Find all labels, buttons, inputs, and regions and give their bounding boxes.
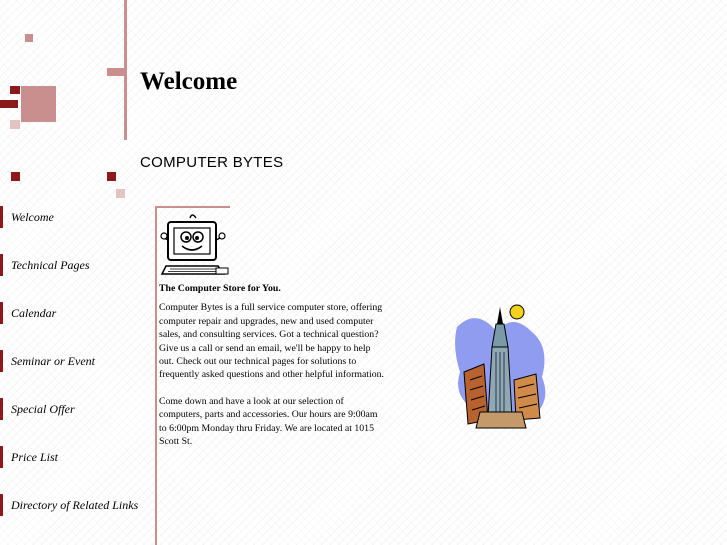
decor-square [25, 34, 33, 42]
decor-square [107, 68, 125, 76]
decor-square [107, 172, 116, 181]
nav-link-directory-of-related-links[interactable]: Directory of Related Links [0, 494, 150, 516]
sidebar-nav [0, 206, 150, 542]
content-divider [155, 206, 157, 545]
nav-link-price-list[interactable]: Price List [0, 446, 150, 468]
decor-square [10, 120, 20, 129]
decor-square [21, 86, 56, 122]
city-skyline-clipart-icon [452, 302, 552, 432]
tagline: The Computer Store for You. [159, 283, 281, 294]
page-title: Welcome [140, 68, 238, 95]
computer-clipart-icon [160, 210, 230, 280]
main-content [159, 282, 384, 461]
decor-square [116, 189, 125, 198]
hours-paragraph: Come down and have a look at our selection of computers, parts and accessories. Our hours are 9:00am to 6:00pm Monday thru Friday. We are located at 1015 Scott St. [159, 395, 378, 448]
decor-square [11, 172, 20, 181]
nav-link-seminar-or-event[interactable]: Seminar or Event [0, 350, 150, 372]
site-name: COMPUTER BYTES [140, 154, 284, 171]
nav-link-technical-pages[interactable]: Technical Pages [0, 254, 150, 276]
nav-link-special-offer[interactable]: Special Offer [0, 398, 150, 420]
decor-square [10, 86, 20, 94]
nav-link-calendar[interactable]: Calendar [0, 302, 150, 324]
intro-paragraph: Computer Bytes is a full service computer store, offering computer repair and upgrades, new and used computer sales, and consulting services. Got a technical question? Give us a call or send an email, we'll be happy to help out. Check out our technical pages for solutions to frequently asked questions and other helpful information. [159, 302, 384, 381]
nav-link-welcome[interactable]: Welcome [0, 206, 150, 228]
decor-square [0, 100, 18, 108]
header-vertical-line [124, 0, 127, 140]
content-corner-line [155, 206, 230, 208]
